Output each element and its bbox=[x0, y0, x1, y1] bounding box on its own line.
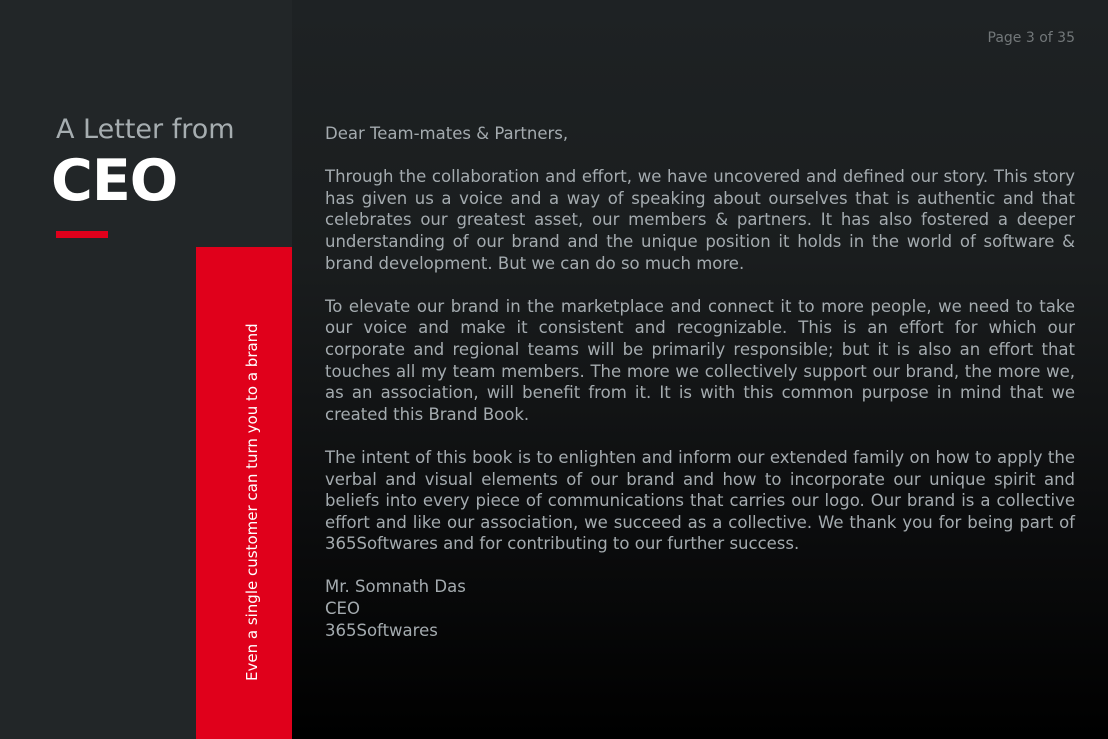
signature-company: 365Softwares bbox=[325, 620, 438, 640]
signature-name: Mr. Somnath Das bbox=[325, 577, 466, 597]
letter-paragraph: Through the collaboration and effort, we have uncovered and defined our story. This story has given us a voice and a way of speaking about ourselves that is authentic and that celebrates our greatest asset, our members & partners. It has also fostered a deeper understanding of our brand and the unique position it holds in the world of software & brand development. But we can do so much more. bbox=[325, 167, 1075, 273]
heading-underline bbox=[56, 231, 108, 238]
heading-ceo: CEO bbox=[51, 148, 178, 214]
heading-letter-from: A Letter from bbox=[56, 114, 235, 145]
signature-title: CEO bbox=[325, 599, 360, 619]
vertical-tagline: Even a single customer can turn you to a brand bbox=[243, 323, 261, 681]
letter-signature bbox=[325, 576, 1075, 641]
page-number: Page 3 of 35 bbox=[987, 30, 1075, 46]
letter-paragraph: To elevate our brand in the marketplace and connect it to more people, we need to take our voice and make it consistent and recognizable. This is an effort for which our corporate and regional teams will be primarily responsible; but it is also an effort that touches all my team members. The more we collectively support our brand, the more we, as an association, will benefit from it. It is with this common purpose in mind that we created this Brand Book. bbox=[325, 296, 1075, 424]
letter-body bbox=[325, 123, 1075, 641]
letter-greeting: Dear Team-mates & Partners, bbox=[325, 124, 569, 143]
letter-paragraph: The intent of this book is to enlighten and inform our extended family on how to apply the verbal and visual elements of our brand and how to incorporate our unique spirit and beliefs into every piece of communications that carries our logo. Our brand is a collective effort and like our association, we succeed as a collective. We thank you for being part of 365Softwares and for contributing to our further success. bbox=[325, 447, 1075, 554]
